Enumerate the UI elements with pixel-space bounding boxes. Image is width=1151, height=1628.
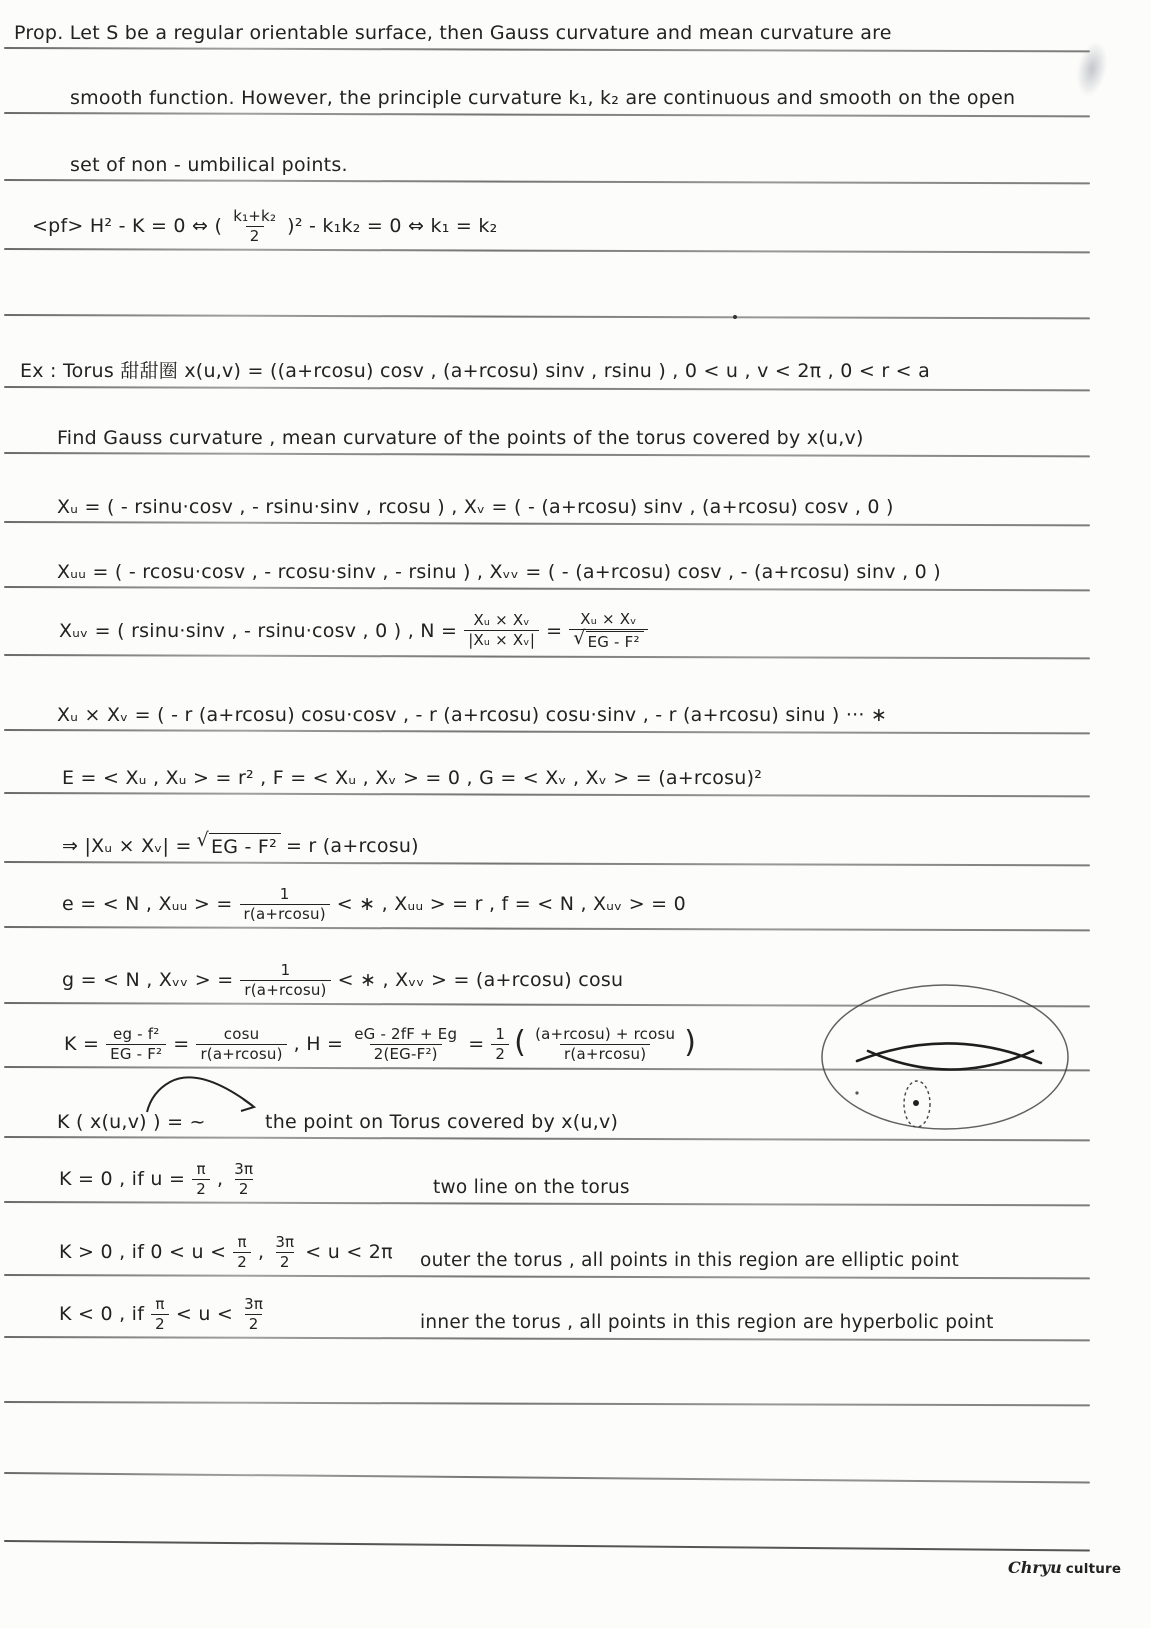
watermark-bold: culture <box>1065 1561 1122 1577</box>
case-k-zero <box>57 1161 262 1199</box>
xuu-xvv-line: Xᵤᵤ = ( - rcosu·cosv , - rcosu·sinv , - rsinu ) , Xᵥᵥ = ( - (a+rcosu) cosv , - (a+rcosu) sinv , 0 ) <box>57 561 941 583</box>
example-header: Ex : Torus 甜甜圈 x(u,v) = ((a+rcosu) cosv , (a+rcosu) sinv , rsinu ) , 0 < u , v < 2π , 0 < r < a <box>20 360 931 382</box>
torus-sketch <box>810 980 1080 1140</box>
fraction-3pi-over-2 <box>240 1296 267 1334</box>
fraction-denominator: EG - F² <box>106 1044 166 1063</box>
ruled-line <box>4 47 1090 52</box>
h-lead: , H = <box>293 1033 344 1056</box>
case-k-zero-note: two line on the torus <box>433 1177 630 1198</box>
fraction-cross-over-norm <box>464 612 539 650</box>
g-tail: < ∗ , Xᵥᵥ > = (a+rcosu) cosu <box>337 969 624 992</box>
ruled-line <box>4 654 1090 659</box>
fraction-numerator: 1 <box>280 960 291 979</box>
fraction-numerator: 1 <box>495 1024 506 1043</box>
ruled-line <box>4 792 1090 797</box>
fraction-h-main <box>350 1026 461 1064</box>
xuv-normal-line <box>57 611 653 652</box>
fraction-denominator: 2 <box>235 1179 253 1198</box>
case-k-negative <box>57 1296 272 1334</box>
ruled-line <box>4 1540 1090 1551</box>
case-mid: < u < <box>175 1303 234 1326</box>
proof-tail: )² - k₁k₂ = 0 ⇔ k₁ = k₂ <box>287 215 498 238</box>
fraction-one-over <box>240 962 330 1000</box>
fraction-denominator: 2 <box>151 1314 169 1333</box>
page-edge-mark <box>0 420 2 444</box>
fraction-numerator: π <box>237 1232 247 1251</box>
coefficient-e-line <box>60 886 688 924</box>
xu-xv-line: Xᵤ = ( - rsinu·cosv , - rsinu·sinv , rcosu ) , Xᵥ = ( - (a+rcosu) sinv , (a+rcosu) cosv , 0 ) <box>57 496 894 518</box>
equals-sign: = <box>468 1033 485 1056</box>
fraction-denominator: 2 <box>491 1044 509 1063</box>
sqrt-expression <box>196 829 281 858</box>
fraction-numerator: 3π <box>275 1232 295 1251</box>
case-k-negative-note: inner the torus , all points in this region are hyperbolic point <box>420 1312 994 1333</box>
prop-line-2: smooth function. However, the principle curvature k₁, k₂ are continuous and smooth on the open <box>70 87 1016 109</box>
fraction-denominator: r(a+rcosu) <box>240 980 330 999</box>
k-map-line: K ( x(u,v) ) = ~ <box>57 1111 206 1133</box>
torus-stray-dot <box>855 1091 858 1094</box>
ruled-line <box>4 452 1090 457</box>
fraction-numerator: π <box>155 1294 165 1313</box>
radical-sign: √ <box>196 829 209 851</box>
fraction-denominator: r(a+rcosu) <box>196 1044 286 1063</box>
case-mid: < u < 2π <box>305 1241 393 1264</box>
comma: , <box>216 1168 224 1191</box>
k-lead: K = <box>64 1033 100 1056</box>
fraction-denominator: 2 <box>276 1252 294 1271</box>
ruled-line <box>4 314 1090 319</box>
example-task: Find Gauss curvature , mean curvature of the points of the torus covered by x(u,v) <box>57 427 864 449</box>
comma: , <box>258 1241 265 1264</box>
ruled-line <box>4 386 1090 391</box>
equals-sign: = <box>546 619 563 642</box>
ruled-line <box>4 179 1090 184</box>
ruled-line <box>4 729 1090 734</box>
ruled-line <box>4 1201 1090 1206</box>
curved-arrow-icon <box>140 1072 270 1120</box>
fraction-numerator: eG - 2fF + Eg <box>354 1024 458 1043</box>
ruled-line <box>4 112 1090 117</box>
prop-line-3: set of non - umbilical points. <box>70 154 348 176</box>
first-fundamental-form-line: E = < Xᵤ , Xᵤ > = r² , F = < Xᵤ , Xᵥ > = 0 , G = < Xᵥ , Xᵥ > = (a+rcosu)² <box>62 767 763 789</box>
prop-line-1: Prop. Let S be a regular orientable surface, then Gauss curvature and mean curvature are <box>14 22 892 44</box>
open-paren: ( <box>514 1024 527 1060</box>
fraction-denominator: 2(EG-F²) <box>370 1044 442 1063</box>
xuv-lead: Xᵤᵥ = ( rsinu·sinv , - rsinu·cosv , 0 ) , N = <box>59 619 458 642</box>
fraction-one-over <box>240 886 330 924</box>
fraction-denominator: 2 <box>233 1252 251 1271</box>
stray-ink-dot <box>733 315 737 319</box>
fraction-h-final <box>531 1026 679 1064</box>
fraction-pi-over-2 <box>233 1234 251 1272</box>
fraction-denominator: 2 <box>192 1179 210 1198</box>
case-lead: K = 0 , if u = <box>59 1168 186 1191</box>
fraction-cross-over-sqrt <box>569 611 647 652</box>
fraction-numerator: eg - f² <box>113 1024 160 1043</box>
ruled-line <box>4 926 1090 931</box>
e-tail: < ∗ , Xᵤᵤ > = r , f = < N , Xᵤᵥ > = 0 <box>336 893 686 916</box>
fraction-numerator: (a+rcosu) + rcosu <box>535 1024 676 1043</box>
ruled-line <box>4 521 1090 526</box>
close-paren: ) <box>684 1024 697 1060</box>
radicand: EG - F² <box>209 833 281 858</box>
fraction-3pi-over-2 <box>230 1161 257 1199</box>
fraction-denominator: 2 <box>246 226 264 245</box>
torus-outline <box>822 985 1068 1129</box>
proof-lead: <pf> H² - K = 0 ⇔ ( <box>32 215 223 238</box>
gauss-mean-curvature-line <box>62 1026 696 1064</box>
fraction-cosu <box>196 1026 286 1064</box>
fraction-denominator: r(a+rcosu) <box>560 1044 650 1063</box>
case-k-positive-note: outer the torus , all points in this region are elliptic point <box>420 1250 960 1271</box>
ruled-line <box>4 861 1090 866</box>
cross-product-line: Xᵤ × Xᵥ = ( - r (a+rcosu) cosu·cosv , - r (a+rcosu) cosu·sinv , - r (a+rcosu) sinu ) ··· ∗ <box>57 704 888 726</box>
ruled-line <box>4 248 1090 253</box>
fraction-eg-f2 <box>106 1026 166 1064</box>
watermark-script: Chryu <box>1008 1558 1062 1577</box>
norm-lead: ⇒ |Xᵤ × Xᵥ| = <box>62 834 192 857</box>
fraction-pi-over-2 <box>192 1161 210 1199</box>
fraction-numerator: k₁+k₂ <box>233 206 277 225</box>
proof-line <box>30 208 499 246</box>
radicand: EG - F² <box>586 631 644 651</box>
watermark <box>1008 1558 1121 1577</box>
cross-norm-line <box>60 829 421 858</box>
e-lead: e = < N , Xᵤᵤ > = <box>62 893 233 916</box>
k-map-note: the point on Torus covered by x(u,v) <box>265 1111 619 1133</box>
fraction-denominator: |Xᵤ × Xᵥ| <box>464 630 539 649</box>
fraction-numerator: cosu <box>223 1024 260 1043</box>
fraction-numerator: Xᵤ × Xᵥ <box>580 609 637 628</box>
case-lead: K > 0 , if 0 < u < <box>59 1241 227 1264</box>
case-k-positive <box>57 1234 395 1272</box>
torus-point-dot <box>913 1100 919 1106</box>
ruled-line <box>4 1336 1090 1341</box>
fraction-numerator: 3π <box>244 1294 264 1313</box>
fraction-denominator: 2 <box>245 1314 263 1333</box>
ruled-line <box>4 586 1090 591</box>
ruled-line <box>4 1274 1090 1279</box>
coefficient-g-line <box>60 962 625 1000</box>
radical-sign: √ <box>573 626 586 649</box>
fraction-numerator: 1 <box>279 884 290 903</box>
equals-sign: = <box>173 1033 190 1056</box>
fraction-numerator: π <box>196 1159 206 1178</box>
fraction-k1k2-over-2 <box>229 208 280 246</box>
fraction-denominator: r(a+rcosu) <box>240 904 330 923</box>
fraction-3pi-over-2 <box>271 1234 298 1272</box>
fraction-denominator-sqrt <box>569 626 647 651</box>
scan-smudge <box>1073 40 1112 99</box>
torus-hole-lower-arc <box>868 1051 1033 1070</box>
fraction-one-half <box>491 1026 509 1064</box>
fraction-numerator: Xᵤ × Xᵥ <box>473 611 530 629</box>
fraction-pi-over-2 <box>151 1296 169 1334</box>
fraction-numerator: 3π <box>234 1159 254 1178</box>
norm-tail: = r (a+rcosu) <box>285 834 419 857</box>
ruled-line <box>4 1472 1090 1483</box>
g-lead: g = < N , Xᵥᵥ > = <box>62 969 234 992</box>
case-lead: K < 0 , if <box>59 1303 145 1326</box>
ruled-line <box>4 1401 1090 1406</box>
